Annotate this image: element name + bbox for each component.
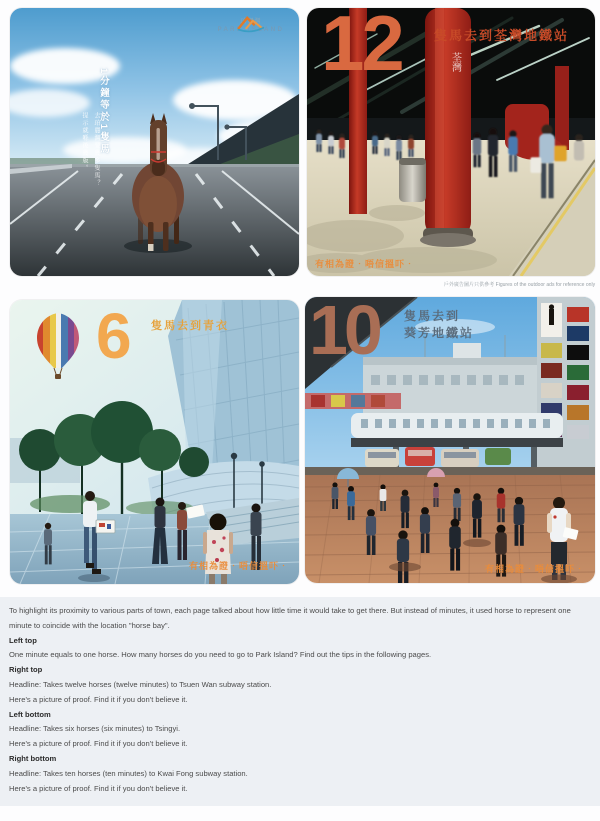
section-line: Here's a picture of proof. Find it if you don't believe it.	[9, 783, 188, 793]
section-line: Headline: Takes six horses (six minutes) to Tsingyi.	[9, 724, 181, 734]
section-line: Headline: Takes ten horses (ten minutes) to Kwai Fong subway station.	[9, 768, 248, 778]
logo-english-label: PARK ISLAND	[217, 27, 285, 33]
section-heading-right-bottom: Right bottom	[9, 753, 57, 763]
section-heading-left-bottom: Left bottom	[9, 709, 51, 719]
headline-number-12: 12	[321, 8, 402, 87]
headline-line2: 葵芳地鐵站	[404, 326, 475, 340]
case-study-text	[0, 597, 600, 806]
trash-bin	[399, 158, 426, 202]
section-line: One minute equals to one horse. How many horses do you need to go to Park Island? Find out the tips in the following pages.	[9, 650, 432, 660]
vertical-subtext-line2: 提示就喺後幾版。	[81, 112, 87, 172]
headline-chinese: 隻馬去到荃灣地鐵站	[434, 28, 570, 43]
ad-tsing-yi-plaza	[10, 300, 299, 584]
mountain-peak-icon	[211, 16, 291, 33]
section-line: Here's a picture of proof. Find it if you don't believe it.	[9, 739, 188, 749]
caption-chinese: 戶外廣告圖片只供參考	[443, 282, 495, 288]
park-island-logo	[211, 16, 291, 33]
ad-horse-highway	[10, 8, 299, 276]
vertical-subtext-line1: 去珀麗灣要幾多隻馬？	[93, 112, 99, 187]
headline-line1: 隻馬去到	[404, 309, 461, 323]
photo-caption	[444, 280, 595, 288]
section-heading-left-top: Left top	[9, 635, 37, 645]
caption-english: Figures of the outdoor ads for reference only	[495, 282, 595, 288]
vertical-headline: 1分鐘等於1隻馬	[98, 68, 109, 156]
pillar-station-sign: 荃灣	[449, 52, 461, 72]
ad-kwai-fong-street	[305, 297, 595, 583]
ad-tsuen-wan-station	[307, 8, 595, 276]
section-line: Here's a picture of proof. Find it if you don't believe it.	[9, 694, 188, 704]
proof-text: 有相為證‧唔信搵吓‧	[315, 259, 416, 269]
headline-number-10: 10	[309, 297, 379, 369]
plaza-photo	[10, 300, 299, 584]
vertical-subtext	[80, 112, 101, 187]
headline-number-6: 6	[96, 300, 132, 372]
headline-chinese	[404, 308, 474, 342]
section-heading-right-top: Right top	[9, 665, 43, 675]
section-line: Headline: Takes twelve horses (twelve minutes) to Tsuen Wan subway station.	[9, 679, 272, 689]
logo-chinese-label: 珀麗灣	[240, 19, 262, 25]
horse-highway-photo	[10, 8, 299, 276]
proof-text: 有相為證‧唔信搵吓‧	[484, 564, 585, 574]
intro-paragraph: To highlight its proximity to various parts of town, each page talked about how little time it would take to get there. But instead of minutes, it used horse to represent one minute to coincide with the location "horse bay".	[9, 606, 571, 630]
proof-text: 有相為證‧唔信搵吓‧	[188, 561, 289, 571]
headline-chinese: 隻馬去到青衣	[151, 320, 229, 332]
